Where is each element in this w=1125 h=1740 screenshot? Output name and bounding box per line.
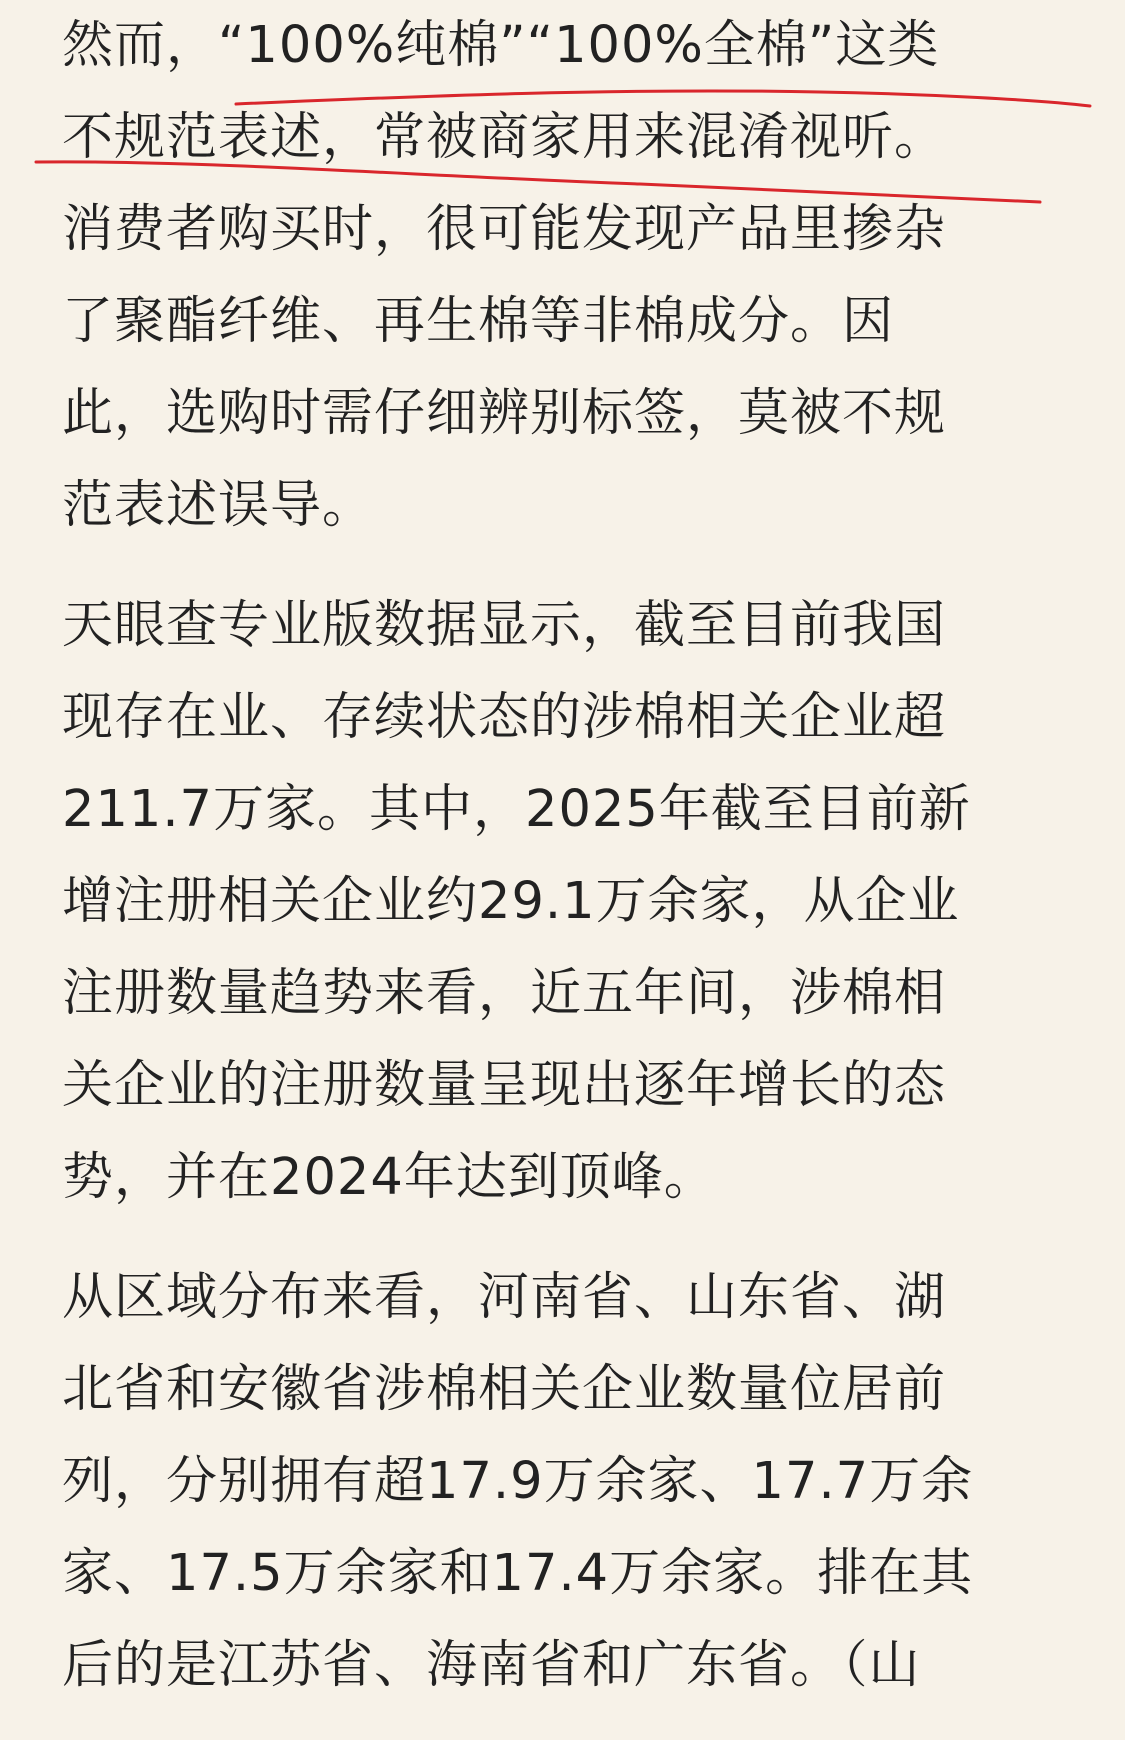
text-line: 北省和安徽省涉棉相关企业数量位居前 [62, 1360, 947, 1419]
text-line: 列，分别拥有超17.9万余家、17.7万余 [62, 1452, 974, 1511]
article-body [62, 0, 1062, 1712]
paragraph-2 [62, 580, 1062, 1224]
text-line: 增注册相关企业约29.1万余家，从企业 [62, 872, 960, 931]
paragraph-3 [62, 1252, 1062, 1712]
text-line: 范表述误导。 [62, 476, 375, 535]
text-line: 后的是江苏省、海南省和广东省。（山 [62, 1636, 921, 1695]
paragraph-gap [62, 1224, 1062, 1252]
text-line: 现存在业、存续状态的涉棉相关企业超 [62, 688, 947, 747]
text-line: 从区域分布来看，河南省、山东省、湖 [62, 1268, 947, 1327]
text-line: 注册数量趋势来看，近五年间，涉棉相 [62, 964, 947, 1023]
text-line: 不规范表述，常被商家用来混淆视听。 [62, 108, 947, 167]
text-line: 消费者购买时，很可能发现产品里掺杂 [62, 200, 947, 259]
text-line: 了聚酯纤维、再生棉等非棉成分。因 [62, 292, 895, 351]
text-line: 势，并在2024年达到顶峰。 [62, 1148, 716, 1207]
text-line: 此，选购时需仔细辨别标签，莫被不规 [62, 384, 947, 443]
text-line: 家、17.5万余家和17.4万余家。排在其 [62, 1544, 974, 1603]
paragraph-1 [62, 0, 1062, 552]
text-line: 211.7万家。其中，2025年截至目前新 [62, 780, 971, 839]
paragraph-gap [62, 552, 1062, 580]
text-line: 然而，“100%纯棉”“100%全棉”这类 [62, 16, 940, 75]
text-line: 天眼查专业版数据显示，截至目前我国 [62, 596, 947, 655]
text-line: 关企业的注册数量呈现出逐年增长的态 [62, 1056, 947, 1115]
